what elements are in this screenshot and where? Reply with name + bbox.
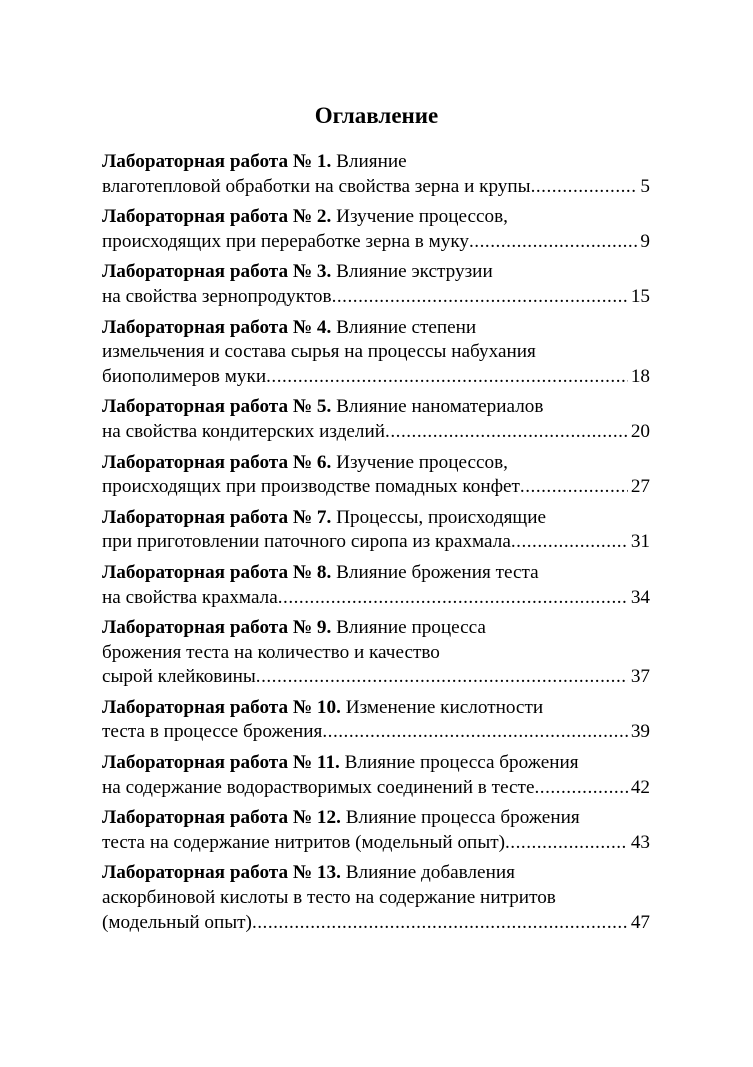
dot-leader [266, 365, 628, 390]
toc-entry-title: Изучение процессов, [331, 451, 508, 473]
toc-entry-title-continued: измельчения и состава сырья на процессы набухания [102, 341, 536, 363]
page-number: 31 [630, 531, 650, 553]
lab-work-number: Лабораторная работа № 2. [102, 206, 332, 228]
toc-entry-first-line [102, 316, 650, 341]
toc-entry-first-line [102, 561, 650, 586]
table-of-contents [102, 150, 650, 941]
toc-entry-title: Влияние [331, 151, 407, 172]
page-number: 20 [630, 420, 650, 442]
page-number: 9 [640, 230, 650, 252]
lab-work-number: Лабораторная работа № 6. [102, 451, 332, 473]
toc-entry-title-end: при приготовлении паточного сиропа из крахмала [102, 531, 511, 553]
dot-leader [256, 665, 628, 690]
toc-entry-first-line [102, 616, 650, 641]
toc-entry-title-end: на свойства кондитерских изделий [102, 420, 386, 442]
toc-entry-last-line [102, 230, 650, 255]
toc-entry-title-end: (модельный опыт) [102, 911, 252, 933]
toc-entry-title: Влияние брожения теста [331, 561, 539, 583]
toc-entry [102, 205, 650, 254]
toc-entry-first-line [102, 205, 650, 230]
page-number: 5 [640, 175, 650, 197]
page-number: 15 [630, 285, 650, 307]
toc-entry-title-continued: аскорбиновой кислоты в тесто на содержание нитритов [102, 887, 556, 909]
lab-work-number: Лабораторная работа № 3. [102, 261, 332, 283]
toc-entry-title: Процессы, происходящие [331, 506, 546, 528]
page-number: 37 [630, 666, 650, 688]
toc-entry [102, 150, 650, 199]
lab-work-number: Лабораторная работа № 9. [102, 617, 332, 639]
toc-entry-first-line [102, 861, 650, 886]
lab-work-number: Лабораторная работа № 10. [102, 696, 341, 718]
lab-work-number: Лабораторная работа № 5. [102, 396, 332, 418]
page-number: 18 [630, 365, 650, 387]
toc-entry-first-line [102, 751, 650, 776]
toc-entry-title: Влияние наноматериалов [331, 396, 544, 418]
dot-leader [511, 530, 628, 555]
toc-entry-title: Изменение кислотности [340, 696, 544, 718]
toc-entry [102, 395, 650, 444]
toc-entry-title-end: биополимеров муки [102, 365, 267, 387]
toc-entry-last-line [102, 530, 650, 555]
page-number: 47 [630, 911, 650, 933]
lab-work-number: Лабораторная работа № 11. [102, 752, 340, 774]
toc-entry-first-line [102, 506, 650, 531]
toc-entry-last-line [102, 285, 650, 310]
toc-entry-title-end: сырой клейковины [102, 666, 256, 688]
toc-entry-first-line [102, 696, 650, 721]
dot-leader [505, 831, 628, 856]
toc-entry-last-line [102, 586, 650, 611]
toc-entry-title-end: на свойства зернопродуктов [102, 285, 332, 307]
lab-work-number: Лабораторная работа № 13. [102, 862, 341, 884]
dot-leader [469, 230, 637, 255]
toc-entry-last-line [102, 831, 650, 856]
toc-entry-title: Влияние экструзии [331, 261, 493, 283]
toc-entry-last-line [102, 776, 650, 801]
lab-work-number: Лабораторная работа № 4. [102, 316, 332, 338]
toc-entry-title-end: происходящих при производстве помадных конфет [102, 476, 520, 498]
toc-entry [102, 316, 650, 390]
toc-entry-title-end: теста в процессе брожения [102, 721, 323, 743]
toc-entry-last-line [102, 420, 650, 445]
dot-leader [332, 285, 628, 310]
toc-entry-title-end: влаготепловой обработки на свойства зерна и крупы [102, 175, 531, 197]
lab-work-number: Лабораторная работа № 12. [102, 807, 341, 829]
toc-entry-title-continued: брожения теста на количество и качество [102, 641, 440, 663]
toc-entry-last-line [102, 475, 650, 500]
lab-work-number: Лабораторная работа № 8. [102, 561, 332, 583]
page-number: 27 [630, 476, 650, 498]
dot-leader [520, 475, 628, 500]
toc-entry-last-line [102, 720, 650, 745]
dot-leader [322, 720, 627, 745]
toc-entry-title: Влияние степени [331, 316, 477, 338]
toc-entry-last-line [102, 365, 650, 390]
dot-leader [385, 420, 628, 445]
toc-entry-title-end: теста на содержание нитритов (модельный опыт) [102, 831, 505, 853]
toc-entry-title-end: на содержание водорастворимых соединений в тесте [102, 776, 535, 798]
dot-leader [278, 586, 628, 611]
toc-entry [102, 861, 650, 935]
toc-entry [102, 806, 650, 855]
toc-entry-title: Изучение процессов, [331, 206, 508, 228]
toc-entry [102, 696, 650, 745]
dot-leader [252, 911, 628, 936]
toc-entry [102, 561, 650, 610]
toc-entry-title: Влияние добавления [340, 862, 515, 884]
toc-entry-last-line [102, 665, 650, 690]
page-number: 34 [630, 586, 650, 608]
toc-entry-first-line [102, 150, 650, 175]
toc-entry-first-line [102, 451, 650, 476]
toc-entry-title: Влияние процесса брожения [339, 752, 579, 774]
toc-entry [102, 616, 650, 690]
toc-entry-first-line [102, 806, 650, 831]
toc-entry [102, 260, 650, 309]
toc-entry-first-line [102, 395, 650, 420]
toc-entry-title-end: на свойства крахмала [102, 586, 278, 608]
toc-entry [102, 751, 650, 800]
dot-leader [531, 175, 638, 200]
toc-entry [102, 451, 650, 500]
toc-entry [102, 506, 650, 555]
toc-entry-first-line [102, 260, 650, 285]
page-number: 42 [630, 776, 650, 798]
toc-entry-title-end: происходящих при переработке зерна в муку [102, 230, 469, 252]
toc-entry-last-line [102, 911, 650, 936]
page-number: 43 [630, 831, 650, 853]
toc-entry-title: Влияние процесса брожения [340, 807, 580, 829]
lab-work-number: Лабораторная работа № 7. [102, 506, 332, 528]
page-title: Оглавление [314, 103, 439, 128]
toc-entry-last-line [102, 175, 650, 200]
toc-entry-title: Влияние процесса [331, 617, 486, 639]
dot-leader [534, 776, 627, 801]
lab-work-number: Лабораторная работа № 1. [102, 151, 332, 172]
page-number: 39 [630, 721, 650, 743]
